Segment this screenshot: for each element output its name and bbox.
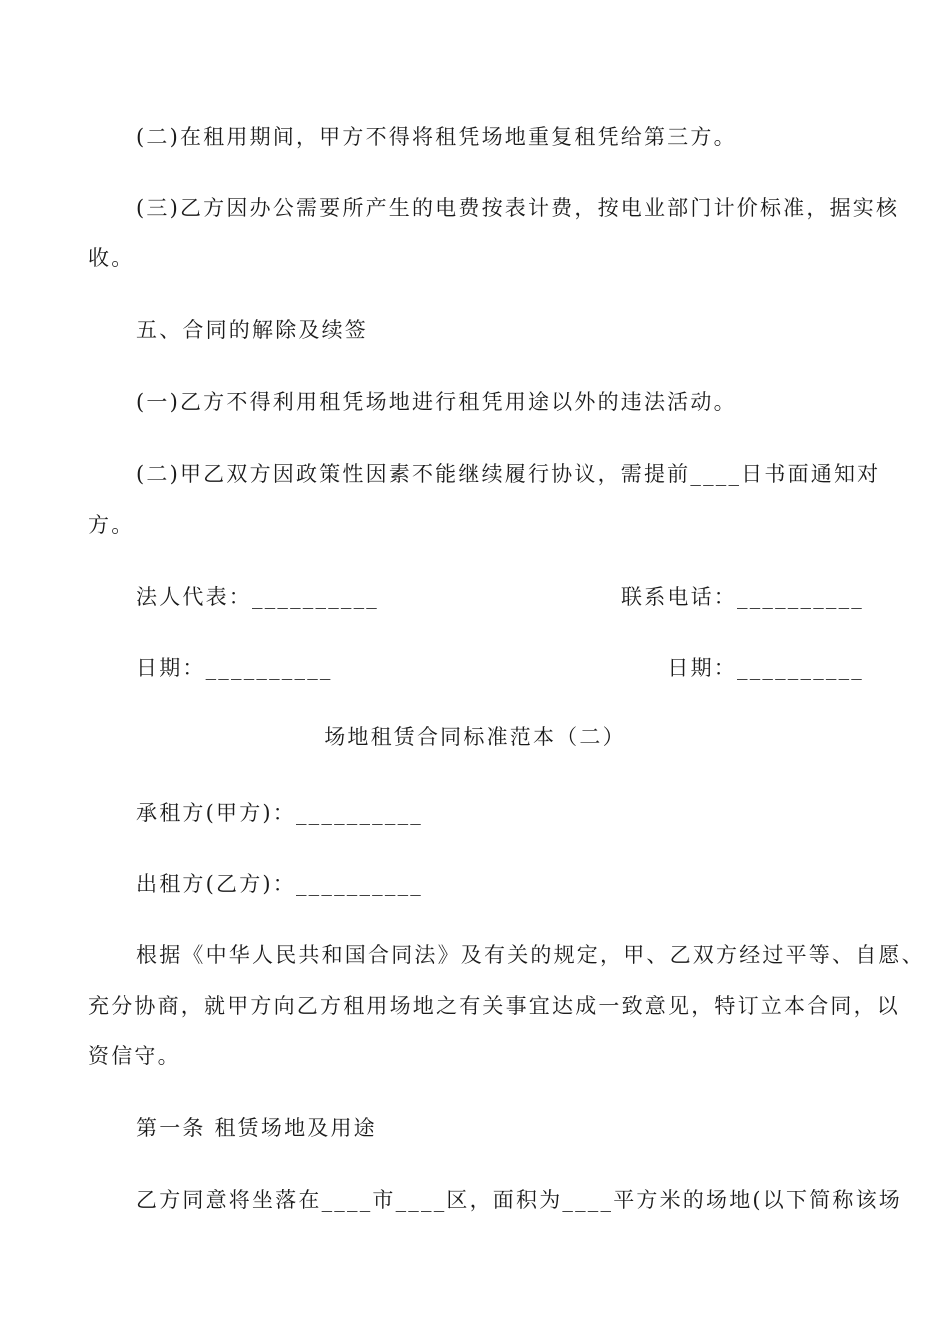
section5-heading: 五、合同的解除及续签: [136, 318, 368, 342]
section4-item3-line2: 收。: [88, 246, 135, 270]
signature-row-2: [136, 653, 864, 683]
phone-field: 联系电话：__________: [621, 585, 864, 609]
section5-item1: (一)乙方不得利用租凭场地进行租凭用途以外的违法活动。: [136, 390, 737, 414]
section5-item2-line2: 方。: [88, 513, 135, 537]
article1-line1: 乙方同意将坐落在____市____区，面积为____平方米的场地(以下简称该场: [136, 1188, 902, 1212]
party-a-field: 承租方(甲方)：__________: [136, 801, 423, 825]
article1-heading: 第一条 租赁场地及用途: [136, 1116, 377, 1140]
signature-row-1: [136, 582, 864, 612]
preamble-line1: 根据《中华人民共和国合同法》及有关的规定，甲、乙双方经过平等、自愿、: [136, 943, 925, 967]
date-left-field: 日期：__________: [136, 656, 333, 680]
contract2-title: 场地租赁合同标准范本（二）: [324, 725, 626, 749]
section4-item2: (二)在租用期间，甲方不得将租凭场地重复租凭给第三方。: [136, 125, 737, 149]
preamble-line2: 充分协商，就甲方向乙方租用场地之有关事宜达成一致意见，特订立本合同，以: [88, 994, 900, 1018]
party-b-field: 出租方(乙方)：__________: [136, 872, 423, 896]
section5-item2-line1: (二)甲乙双方因政策性因素不能继续履行协议，需提前____日书面通知对: [136, 462, 881, 486]
preamble-line3: 资信守。: [88, 1044, 181, 1068]
legal-rep-field: 法人代表：__________: [136, 585, 379, 609]
date-right-field: 日期：__________: [667, 656, 864, 680]
section4-item3-line1: (三)乙方因办公需要所产生的电费按表计费，按电业部门计价标准，据实核: [136, 196, 900, 220]
